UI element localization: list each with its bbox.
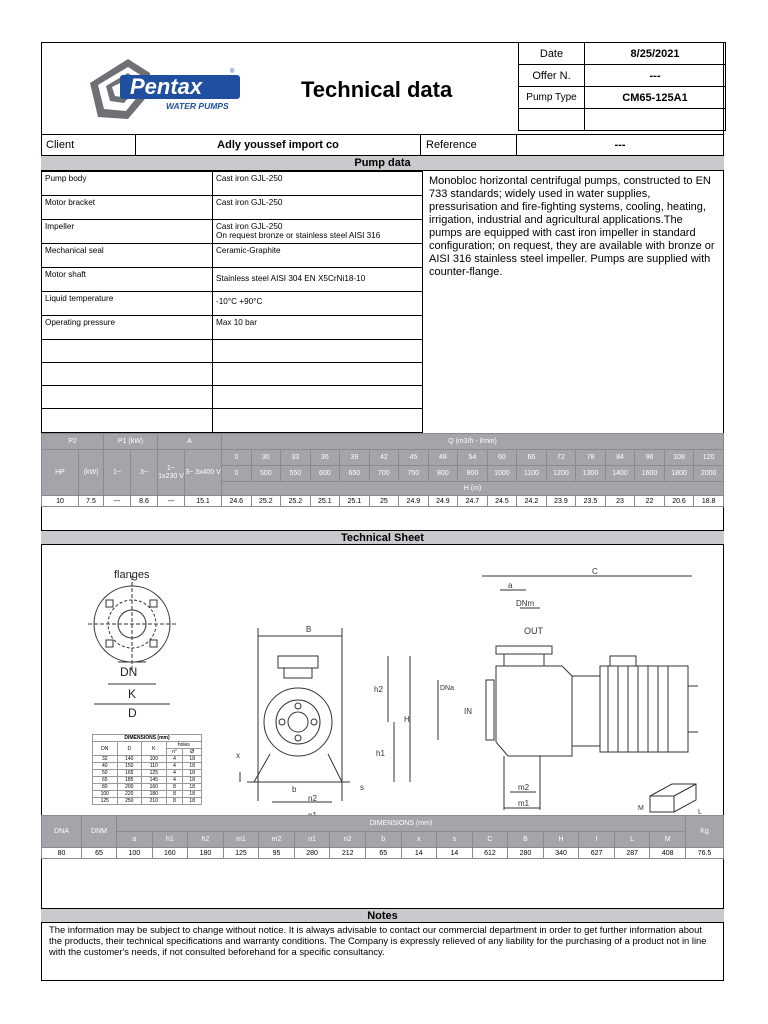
operating-pressure-value: Max 10 bar (213, 316, 423, 340)
dim-value: 14 (401, 848, 437, 859)
hp-value: 10 (42, 496, 79, 507)
technical-datasheet (41, 42, 724, 981)
q-header: Q (m3/h - l/min) (222, 434, 724, 450)
h-value: 23 (605, 496, 635, 507)
flange-table-subheader: Ø (183, 749, 202, 756)
performance-table (41, 433, 724, 507)
reference-label: Reference (421, 135, 517, 155)
q-m3h: 45 (399, 450, 429, 466)
empty-cell (42, 340, 213, 363)
client-row (41, 134, 724, 156)
empty-value (585, 109, 726, 131)
empty-cell (42, 386, 213, 409)
q-m3h: 84 (605, 450, 635, 466)
kw-header: (kW) (79, 450, 104, 496)
empty-cell (213, 409, 423, 433)
pump-type-value: CM65-125A1 (585, 87, 726, 109)
svg-text:H: H (404, 715, 410, 724)
flange-table-subheader: n° (166, 749, 183, 756)
dim-value: 212 (330, 848, 366, 859)
q-m3h: 78 (576, 450, 606, 466)
h-value: 24.9 (399, 496, 429, 507)
dim-value: 95 (259, 848, 295, 859)
header-fields-table (518, 42, 726, 131)
q-lmin: 750 (399, 466, 429, 482)
h-value: 25.1 (340, 496, 370, 507)
svg-text:DNm: DNm (516, 599, 535, 608)
a-single-phase: 1~ 1x230 V (158, 450, 185, 496)
dim-header: L (614, 832, 650, 848)
dim-value: 100 (117, 848, 153, 859)
q-lmin: 600 (310, 466, 340, 482)
h-value: 25.2 (281, 496, 311, 507)
svg-text:m1: m1 (518, 799, 530, 808)
dim-value: 76.5 (686, 848, 724, 859)
dim-value: 65 (365, 848, 401, 859)
svg-text:a: a (508, 581, 513, 590)
dim-header: a (117, 832, 153, 848)
q-lmin: 1800 (664, 466, 694, 482)
operating-pressure-label: Operating pressure (42, 316, 213, 340)
q-m3h: 39 (340, 450, 370, 466)
motor-bracket-label: Motor bracket (42, 196, 213, 220)
mechanical-seal-value: Ceramic-Graphite (213, 244, 423, 268)
client-label: Client (41, 135, 136, 155)
divider (422, 171, 423, 433)
q-lmin: 1100 (517, 466, 547, 482)
h-value: 22 (635, 496, 665, 507)
date-value: 8/25/2021 (585, 43, 726, 65)
svg-text:®: ® (230, 69, 235, 75)
q-lmin: 1000 (487, 466, 517, 482)
svg-text:h2: h2 (374, 685, 383, 694)
impeller-value: Cast iron GJL-250 (216, 222, 283, 231)
q-lmin: 800 (428, 466, 458, 482)
motor-shaft-label: Motor shaft (42, 268, 213, 292)
svg-text:s: s (360, 783, 364, 792)
h-value: 18.8 (694, 496, 724, 507)
logo-subtitle: WATER PUMPS (166, 101, 229, 111)
reference-value: --- (614, 139, 626, 151)
d-label: D (128, 706, 137, 720)
q-m3h: 48 (428, 450, 458, 466)
dna-header: DNA (42, 816, 82, 848)
hp-header: HP (42, 450, 79, 496)
svg-text:C: C (592, 567, 598, 576)
empty-cell (213, 363, 423, 386)
dim-header: m2 (259, 832, 295, 848)
flange-table-header: D (117, 742, 142, 756)
q-m3h: 96 (635, 450, 665, 466)
pump-drawing-svg (42, 546, 724, 826)
pump-data-title: Pump data (41, 156, 724, 171)
dim-header: B (508, 832, 544, 848)
dim-value: 160 (152, 848, 188, 859)
dim-value: 408 (650, 848, 686, 859)
svg-text:m2: m2 (518, 783, 530, 792)
flange-table-header: holes (166, 742, 201, 749)
q-m3h: 33 (281, 450, 311, 466)
kg-header: Kg (686, 816, 724, 848)
h-value: 20.6 (664, 496, 694, 507)
dim-header: m1 (223, 832, 259, 848)
pentax-logo (80, 53, 240, 133)
empty-cell (42, 363, 213, 386)
dim-header: n2 (330, 832, 366, 848)
dim-value: 65 (82, 848, 117, 859)
k-label: K (128, 687, 137, 701)
dim-value: 280 (294, 848, 330, 859)
q-lmin: 500 (251, 466, 281, 482)
pump-body-value: Cast iron GJL-250 (213, 172, 423, 196)
a-three-value: 15.1 (185, 496, 222, 507)
impeller-label: Impeller (42, 220, 213, 244)
flanges-label: flanges (114, 569, 150, 581)
h-value: 25 (369, 496, 399, 507)
dim-value: 612 (472, 848, 508, 859)
q-lmin: 1300 (576, 466, 606, 482)
a-three-phase: 3~ 3x400 V (185, 450, 222, 496)
dim-header: s (437, 832, 473, 848)
flange-table-title: DIMENSIONS (mm) (93, 735, 202, 742)
empty-cell (42, 409, 213, 433)
q-m3h: 66 (517, 450, 547, 466)
impeller-value-note: On request bronze or stainless steel AISI 316 (216, 231, 381, 240)
dim-header: C (472, 832, 508, 848)
h-value: 25.2 (251, 496, 281, 507)
pump-type-label: Pump Type (519, 87, 585, 109)
h-value: 24.6 (222, 496, 252, 507)
h-header: H (m) (222, 482, 724, 496)
dim-value: 125 (223, 848, 259, 859)
q-m3h: 30 (251, 450, 281, 466)
q-lmin: 900 (458, 466, 488, 482)
dim-header: b (365, 832, 401, 848)
pump-data-table (41, 171, 423, 433)
svg-text:L: L (698, 809, 702, 816)
q-lmin: 1600 (635, 466, 665, 482)
svg-text:M: M (638, 805, 644, 812)
p2-header: P2 (42, 434, 104, 450)
q-lmin: 2000 (694, 466, 724, 482)
p1-three-value: 8.6 (131, 496, 158, 507)
q-m3h: 120 (694, 450, 724, 466)
notes-title: Notes (41, 908, 724, 923)
dim-header: I (579, 832, 615, 848)
empty-cell (213, 340, 423, 363)
svg-text:DNa: DNa (440, 685, 455, 692)
technical-drawing (42, 546, 724, 826)
flange-table-header: K (142, 742, 167, 756)
dim-header: H (543, 832, 579, 848)
technical-sheet-title: Technical Sheet (41, 530, 724, 545)
liquid-temperature-label: Liquid temperature (42, 292, 213, 316)
motor-bracket-value: Cast iron GJL-250 (213, 196, 423, 220)
h-value: 24.9 (428, 496, 458, 507)
p1-single-phase: 1~ (104, 450, 131, 496)
p1-header: P1 (kW) (104, 434, 158, 450)
dim-value: 627 (579, 848, 615, 859)
q-m3h: 0 (222, 450, 252, 466)
dim-value: 14 (437, 848, 473, 859)
volute-outline (264, 688, 332, 756)
q-lmin: 1400 (605, 466, 635, 482)
q-m3h: 42 (369, 450, 399, 466)
h-value: 24.2 (517, 496, 547, 507)
offer-label: Offer N. (519, 65, 585, 87)
flange-dimensions-table: DIMENSIONS (mm) DN D K holes n° Ø 32 140 100 4 18 40 150 110 4 18 50 165 125 4 18 65 185 145 4 18 80 200 160 8 18 100 220 180 8 18 125 250 210 8 18 (92, 734, 202, 805)
dim-header: x (401, 832, 437, 848)
q-m3h: 36 (310, 450, 340, 466)
dim-value: 280 (508, 848, 544, 859)
svg-text:b: b (292, 785, 297, 794)
p1-single-value: --- (104, 496, 131, 507)
q-m3h: 60 (487, 450, 517, 466)
dimensions-title: DIMENSIONS (mm) (117, 816, 686, 832)
dim-header: M (650, 832, 686, 848)
dn-label: DN (120, 665, 138, 679)
h-value: 23.9 (546, 496, 576, 507)
offer-value: --- (585, 65, 726, 87)
p1-three-phase: 3~ (131, 450, 158, 496)
q-m3h: 54 (458, 450, 488, 466)
motor-shaft-value: Stainless steel AISI 304 EN X5CrNi18-10 (213, 268, 423, 292)
q-m3h: 72 (546, 450, 576, 466)
pump-body-label: Pump body (42, 172, 213, 196)
h-value: 25.1 (310, 496, 340, 507)
svg-text:h1: h1 (376, 749, 385, 758)
page-title: Technical data (301, 77, 453, 102)
q-lmin: 650 (340, 466, 370, 482)
svg-text:x: x (236, 751, 240, 760)
dim-header: n1 (294, 832, 330, 848)
h-value: 24.5 (487, 496, 517, 507)
pump-description: Monobloc horizontal centrifugal pumps, constructed to EN 733 standards; widely used in water supplies, pressurisation and fire-fighting systems, cooling, heating, irrigation, industrial and agricultural applications.The pumps are equipped with cast iron impeller in standard configuration; on request, they are available with bronze or AISI 316 stainless steel impeller. Pumps are supplied with counter-flange. (429, 175, 715, 278)
h-value: 23.5 (576, 496, 606, 507)
h-value: 24.7 (458, 496, 488, 507)
empty-cell (213, 386, 423, 409)
dim-value: 180 (188, 848, 224, 859)
dim-value: 80 (42, 848, 82, 859)
empty-label (519, 109, 585, 131)
client-value: Adly youssef import co (136, 135, 421, 155)
logo-text: Pentax (130, 74, 203, 99)
flange-table-header: DN (93, 742, 118, 756)
q-m3h: 108 (664, 450, 694, 466)
kw-value: 7.5 (79, 496, 104, 507)
q-lmin: 0 (222, 466, 252, 482)
q-lmin: 1200 (546, 466, 576, 482)
liquid-temperature-value: -10°C +90°C (213, 292, 423, 316)
dimensions-table (41, 815, 724, 859)
dnm-header: DNM (82, 816, 117, 848)
q-lmin: 700 (369, 466, 399, 482)
a-header: A (158, 434, 222, 450)
dim-value: 340 (543, 848, 579, 859)
svg-text:B: B (306, 625, 312, 634)
svg-text:OUT: OUT (524, 626, 543, 636)
q-lmin: 550 (281, 466, 311, 482)
dim-value: 287 (614, 848, 650, 859)
notes-text: The information may be subject to change without notice. It is always advisable to contact our commercial department in order to get further information about the products, their technical specifications and warranty conditions. The Company is expressly relieved of any liability for the purchasing of a product not in line with the customer's needs, if not consulted beforehand for a specific consultancy. (49, 924, 707, 957)
dim-header: h1 (152, 832, 188, 848)
mechanical-seal-label: Mechanical seal (42, 244, 213, 268)
a-single-value: --- (158, 496, 185, 507)
svg-text:IN: IN (464, 707, 472, 716)
date-label: Date (519, 43, 585, 65)
svg-text:n2: n2 (308, 794, 317, 803)
dim-header: h2 (188, 832, 224, 848)
